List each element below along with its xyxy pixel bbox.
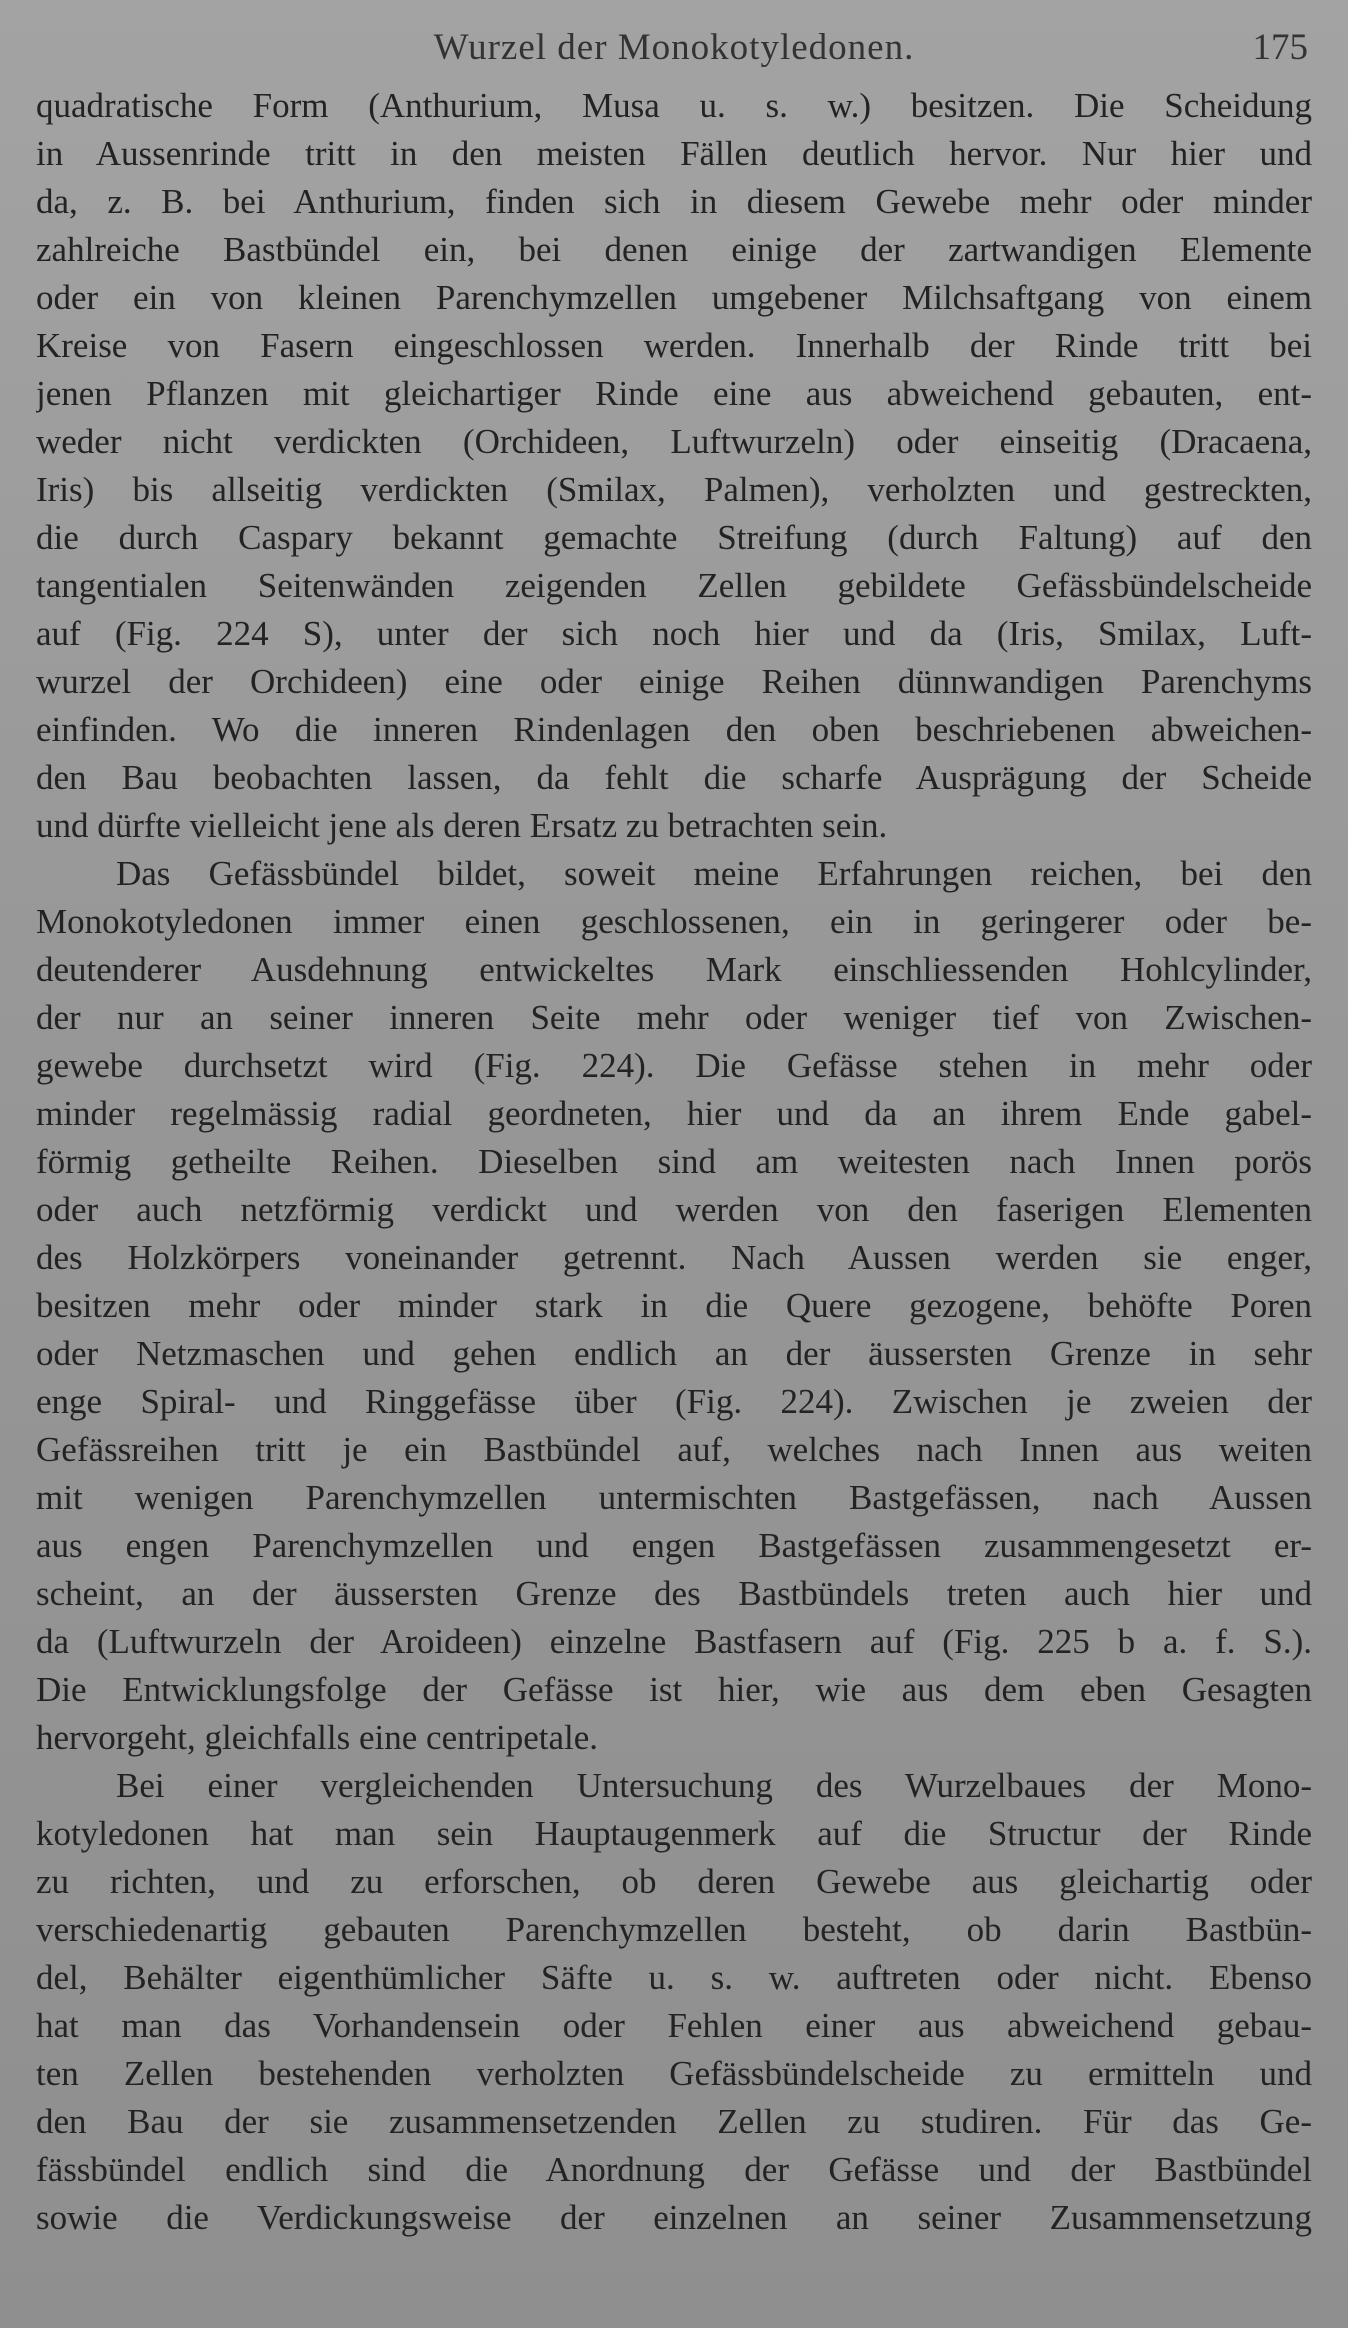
- text-line: und dürfte vielleicht jene als deren Ersatz zu betrachten sein.: [36, 806, 888, 845]
- text-line: da (Luftwurzeln der Aroideen) einzelne Bastfasern auf (Fig. 225 b a. f. S.).: [36, 1622, 1312, 1661]
- text-line: deutenderer Ausdehnung entwickeltes Mark einschliessenden Hohlcylinder,: [36, 950, 1312, 989]
- text-line: einfinden. Wo die inneren Rindenlagen den oben beschriebenen abweichen-: [36, 710, 1312, 749]
- text-line: fässbündel endlich sind die Anordnung der Gefässe und der Bastbündel: [36, 2150, 1312, 2189]
- text-line: tangentialen Seitenwänden zeigenden Zellen gebildete Gefässbündelscheide: [36, 566, 1312, 605]
- text-line: in Aussenrinde tritt in den meisten Fällen deutlich hervor. Nur hier und: [36, 134, 1312, 173]
- text-line: da, z. B. bei Anthurium, finden sich in diesem Gewebe mehr oder minder: [36, 182, 1312, 221]
- text-line: gewebe durchsetzt wird (Fig. 224). Die Gefässe stehen in mehr oder: [36, 1046, 1312, 1085]
- text-line: verschiedenartig gebauten Parenchymzellen besteht, ob darin Bastbün-: [36, 1910, 1312, 1949]
- text-line: minder regelmässig radial geordneten, hier und da an ihrem Ende gabel-: [36, 1094, 1312, 1133]
- text-line: mit wenigen Parenchymzellen untermischten Bastgefässen, nach Aussen: [36, 1478, 1312, 1517]
- text-line: kotyledonen hat man sein Hauptaugenmerk auf die Structur der Rinde: [36, 1814, 1312, 1853]
- text-line: besitzen mehr oder minder stark in die Quere gezogene, behöfte Poren: [36, 1286, 1312, 1325]
- text-line: die durch Caspary bekannt gemachte Streifung (durch Faltung) auf den: [36, 518, 1312, 557]
- text-line: Die Entwicklungsfolge der Gefässe ist hier, wie aus dem eben Gesagten: [36, 1670, 1312, 1709]
- text-line: der nur an seiner inneren Seite mehr oder weniger tief von Zwischen-: [36, 998, 1312, 1037]
- text-line: Gefässreihen tritt je ein Bastbündel auf, welches nach Innen aus weiten: [36, 1430, 1312, 1469]
- text-line: sowie die Verdickungsweise der einzelnen an seiner Zusammensetzung: [36, 2198, 1312, 2237]
- text-line: den Bau der sie zusammensetzenden Zellen zu studiren. Für das Ge-: [36, 2102, 1312, 2141]
- text-line: wurzel der Orchideen) eine oder einige Reihen dünnwandigen Parenchyms: [36, 662, 1312, 701]
- running-head: [36, 26, 1312, 82]
- text-line: oder Netzmaschen und gehen endlich an der äussersten Grenze in sehr: [36, 1334, 1312, 1373]
- text-line: quadratische Form (Anthurium, Musa u. s. w.) besitzen. Die Scheidung: [36, 86, 1312, 125]
- text-line: hervorgeht, gleichfalls eine centripetale.: [36, 1718, 599, 1757]
- text-line: zahlreiche Bastbündel ein, bei denen einige der zartwandigen Elemente: [36, 230, 1312, 269]
- text-line: Kreise von Fasern eingeschlossen werden. Innerhalb der Rinde tritt bei: [36, 326, 1312, 365]
- text-line: ten Zellen bestehenden verholzten Gefässbündelscheide zu ermitteln und: [36, 2054, 1312, 2093]
- text-line: oder ein von kleinen Parenchymzellen umgebener Milchsaftgang von einem: [36, 278, 1312, 317]
- text-line: scheint, an der äussersten Grenze des Bastbündels treten auch hier und: [36, 1574, 1312, 1613]
- text-line: del, Behälter eigenthümlicher Säfte u. s. w. auftreten oder nicht. Ebenso: [36, 1958, 1312, 1997]
- text-line: enge Spiral- und Ringgefässe über (Fig. 224). Zwischen je zweien der: [36, 1382, 1312, 1421]
- text-line: zu richten, und zu erforschen, ob deren Gewebe aus gleichartig oder: [36, 1862, 1312, 1901]
- text-line: den Bau beobachten lassen, da fehlt die scharfe Ausprägung der Scheide: [36, 758, 1312, 797]
- text-line: Das Gefässbündel bildet, soweit meine Erfahrungen reichen, bei den: [116, 854, 1312, 893]
- body-text: [36, 82, 1312, 2242]
- text-line: Bei einer vergleichenden Untersuchung des Wurzelbaues der Mono-: [116, 1766, 1312, 1805]
- text-line: hat man das Vorhandensein oder Fehlen einer aus abweichend gebau-: [36, 2006, 1312, 2045]
- text-line: oder auch netzförmig verdickt und werden von den faserigen Elementen: [36, 1190, 1312, 1229]
- text-line: aus engen Parenchymzellen und engen Bastgefässen zusammengesetzt er-: [36, 1526, 1312, 1565]
- text-line: förmig getheilte Reihen. Dieselben sind am weitesten nach Innen porös: [36, 1142, 1312, 1181]
- text-line: jenen Pflanzen mit gleichartiger Rinde eine aus abweichend gebauten, ent-: [36, 374, 1312, 413]
- page-number: 175: [1252, 27, 1308, 68]
- text-line: Monokotyledonen immer einen geschlossenen, ein in geringerer oder be-: [36, 902, 1312, 941]
- running-title: Wurzel der Monokotyledonen.: [433, 27, 915, 68]
- text-line: des Holzkörpers voneinander getrennt. Nach Aussen werden sie enger,: [36, 1238, 1312, 1277]
- text-line: auf (Fig. 224 S), unter der sich noch hier und da (Iris, Smilax, Luft-: [36, 614, 1312, 653]
- text-line: weder nicht verdickten (Orchideen, Luftwurzeln) oder einseitig (Dracaena,: [36, 422, 1312, 461]
- text-line: Iris) bis allseitig verdickten (Smilax, Palmen), verholzten und gestreckten,: [36, 470, 1312, 509]
